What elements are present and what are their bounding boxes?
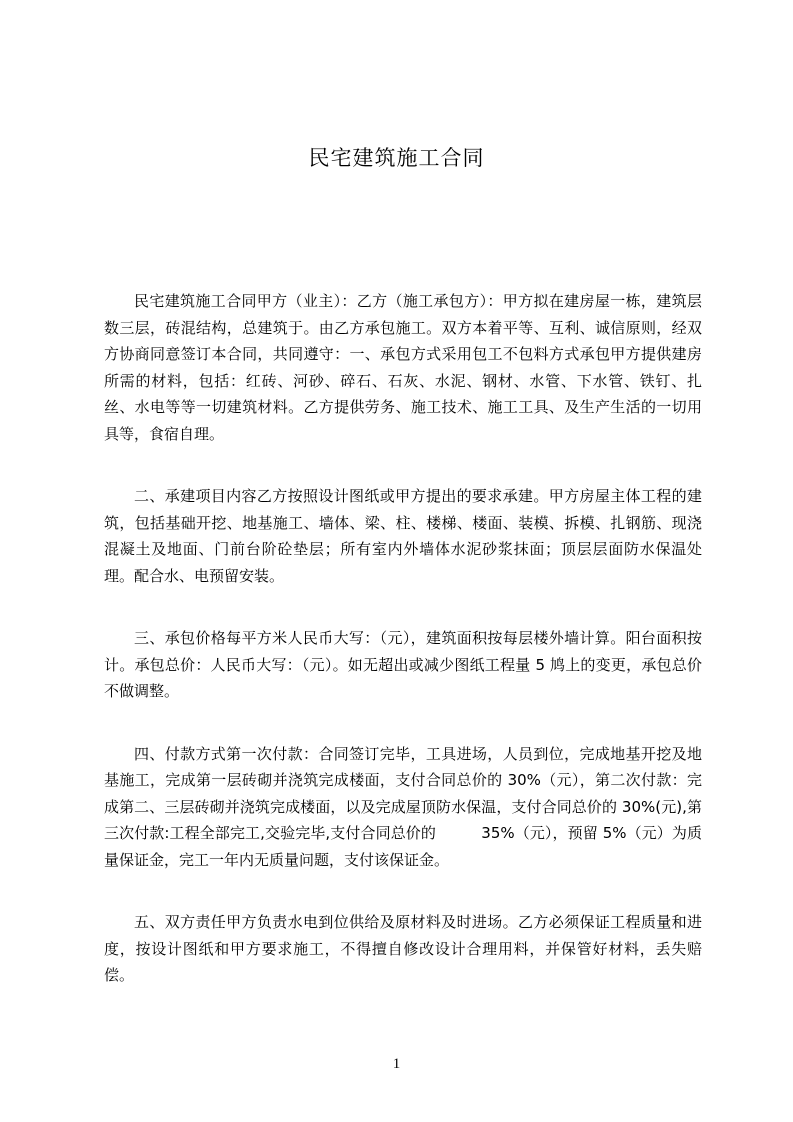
clause-preamble-one: 民宅建筑施工合同甲方（业主）：乙方（施工承包方）：甲方拟在建房屋一栋，建筑层数三层，砖混结构，总建筑于。由乙方承包施工。双方本着平等、互利、诚信原则，经双方协商同意签订本合同，共同遵守：一、承包方式采用包工不包料方式承包甲方提供建房所需的材料，包括：红砖、河砂、碎石、石灰、水泥、钢材、水管、下水管、铁钉、扎丝、水电等等一切建筑材料。乙方提供劳务、施工技术、施工工具、及生产生活的一切用具等，食宿自理。 (104, 292, 702, 443)
page-number: 1 (392, 1056, 401, 1072)
document-title: 民宅建筑施工合同 (308, 146, 485, 170)
clause-five-responsibilities: 五、双方责任甲方负责水电到位供给及原材料及时进场。乙方必须保证工程质量和进度，按设计图纸和甲方要求施工，不得擅自修改设计合理用料，并保管好材料，丢失赔偿。 (104, 913, 702, 984)
contract-body (104, 288, 702, 1025)
clause-four-payment: 四、付款方式第一次付款：合同签订完毕，工具进场，人员到位，完成地基开挖及地基施工，完成第一层砖砌并浇筑完成楼面，支付合同总价的 30%（元），第二次付款：完成第二、三层砖砌并浇筑完成楼面，以及完成屋顶防水保温，支付合同总价的 30%(元),第三次付款:工程全部完工,交验完毕,支付合同总价的 35%（元），预留 5%（元）为质量保证金，完工一年内无质量问题，支付该保证金。 (104, 744, 702, 869)
clause-two-scope: 二、承建项目内容乙方按照设计图纸或甲方提出的要求承建。甲方房屋主体工程的建筑，包括基础开挖、地基施工、墙体、梁、柱、楼梯、楼面、装模、拆模、扎钢筋、现浇混凝土及地面、门前台阶砼垫层；所有室内外墙体水泥砂浆抹面；顶层层面防水保温处理。配合水、电预留安装。 (104, 487, 702, 585)
clause-three-price: 三、承包价格每平方米人民币大写：（元），建筑面积按每层楼外墙计算。阳台面积按计。承包总价：人民币大写：（元）。如无超出或减少图纸工程量 5 鸠上的变更，承包总价不做调整。 (104, 629, 702, 700)
